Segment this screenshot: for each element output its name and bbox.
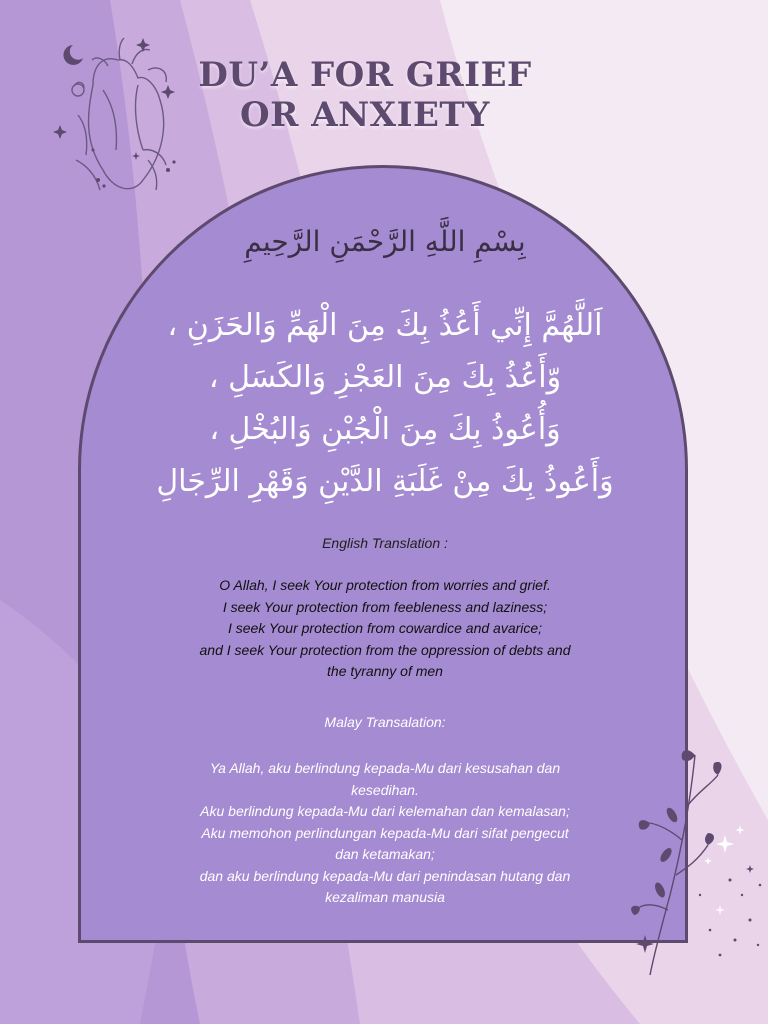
english-line: and I seek Your protection from the oppression of debts and — [199, 641, 571, 658]
english-line: I seek Your protection from cowardice and avarice; — [227, 620, 543, 636]
arabic-line: وّأَعُذُ بِكَ مِنَ العَجْزِ وَالكَسَلِ ، — [208, 360, 562, 395]
arabic-dua — [130, 300, 640, 508]
english-translation — [140, 575, 630, 683]
malay-heading: Malay Transalation: — [324, 714, 446, 730]
title-line-1: DU’A FOR GRIEF — [198, 55, 532, 95]
arabic-line: اَللَّهُمَّ إِنِّي أَعُذُ بِكَ مِنَ الْهَمِّ وَالحَزَنِ ، — [167, 308, 603, 343]
arabic-line: وَأُعُوذُ بِكَ مِنَ الْجُبْنِ وَالبُخْلِ ، — [209, 412, 561, 447]
bismillah-calligraphy: بِسْمِ اللَّهِ الرَّحْمَنِ الرَّحِيمِ — [244, 225, 526, 258]
malay-translation — [140, 758, 630, 909]
title-line-2: OR ANXIETY — [240, 95, 490, 135]
malay-line: Aku berlindung kepada-Mu dari kelemahan dan kemalasan; — [200, 803, 570, 819]
malay-line: Aku memohon perlindungan kepada-Mu dari sifat pengecut — [201, 824, 569, 841]
malay-line: dan aku berlindung kepada-Mu dari penindasan hutang dan — [199, 867, 571, 884]
malay-line: dan ketamakan; — [335, 846, 435, 862]
malay-line: kezaliman manusia — [325, 889, 445, 905]
english-heading: English Translation : — [322, 535, 448, 551]
crescent-moon-icon — [63, 45, 83, 65]
english-line: I seek Your protection from feebleness and laziness; — [222, 598, 548, 615]
malay-line: kesedihan. — [351, 781, 419, 798]
english-line: O Allah, I seek Your protection from worries and grief. — [219, 577, 551, 593]
floral-branch-icon — [600, 745, 768, 980]
page-title — [150, 55, 580, 135]
english-line: the tyranny of men — [327, 663, 443, 679]
arabic-line: وَأَعُوذُ بِكَ مِنْ غَلَبَةِ الدَّيْنِ وَقَهْرِ الرِّجَالِ — [156, 464, 614, 499]
malay-line: Ya Allah, aku berlindung kepada-Mu dari kesusahan dan — [209, 760, 561, 776]
